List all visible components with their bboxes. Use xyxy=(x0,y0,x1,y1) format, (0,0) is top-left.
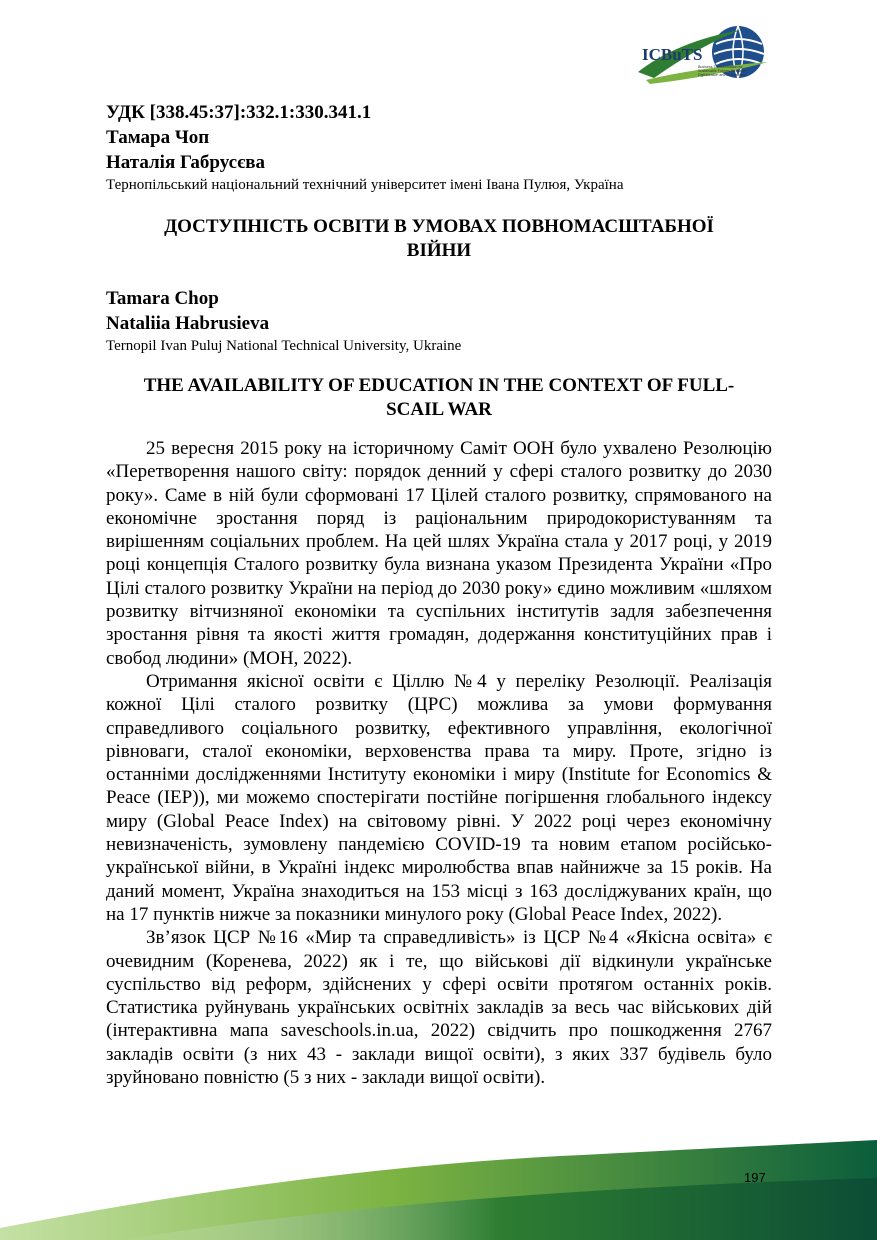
affiliation-uk: Тернопільський національний технічний університет імені Івана Пулюя, Україна xyxy=(106,177,624,193)
author-2: Наталія Габрусєва xyxy=(106,152,266,173)
header-en xyxy=(106,286,786,356)
paragraph-1: 25 вересня 2015 року на історичному Саміт ООН було ухвалено Резолюцію «Перетворення нашого світу: порядок денний у сфері сталого розвитку до 2030 року». Саме в ній були сформовані 17 Цілей сталого розвитку, спрямованого на економічне зростання поряд із раціональним природокористуванням та вирішенням соціальних проблем. На цей шлях Україна стала у 2017 році, у 2019 році концепція Сталого розвитку була визнана указом Президента України «Про Цілі сталого розвитку України на період до 2030 року» єдино можливим «шляхом розвитку вітчизняної економіки та суспільних інститутів задля забезпечення зростання рівня та якості життя громадян, додержання конституційних прав і свобод людини» (МОН, 2022). xyxy=(106,438,772,669)
title-uk xyxy=(106,215,772,263)
author-en-2: Nataliia Habrusieva xyxy=(106,313,270,334)
title-en-line-1: THE AVAILABILITY OF EDUCATION IN THE CONTEXT OF FULL- xyxy=(143,375,735,396)
paragraph-3: Зв’язок ЦСР №16 «Мир та справедливість» із ЦСР №4 «Якісна освіта» є очевидним (Коренева, 2022) як і те, що військові дії відкинули українське суспільство від реформ, здійснених у сфері освіти протягом останніх років. Статистика руйнувань українських освітніх закладів за весь час військових дій (інтерактивна мапа saveschools.in.ua, 2022) свідчить про пошкодження 2767 закладів освіти (з них 43 - заклади вищої освіти), з яких 337 будівель було зруйновано повністю (5 з них - заклади вищої освіти). xyxy=(106,927,772,1089)
title-uk-line-1: ДОСТУПНІСТЬ ОСВІТИ В УМОВАХ ПОВНОМАСШТАБНОЇ xyxy=(164,216,714,237)
author-en-1: Tamara Chop xyxy=(106,288,219,309)
title-en xyxy=(106,374,772,422)
conference-logo xyxy=(636,22,772,92)
logo-subtitle: Business Transformation for Sustainable Futures Research, Digitalization and Innovations xyxy=(698,65,748,77)
author-1: Тамара Чоп xyxy=(106,127,210,148)
paragraph-2: Отримання якісної освіти є Ціллю №4 у переліку Резолюції. Реалізація кожної Цілі сталого розвитку (ЦРС) можлива за умови формування справедливого соціального розвитку, ефективного управління, екологічної рівноваги, сталої економіки, верховенства права та миру. Проте, згідно із останніми дослідженнями Інституту економіки і миру (Institute for Economics & Peace (IEP)), ми можемо спостерігати постійне погіршення глобального індексу миру (Global Peace Index) на світовому рівні. У 2022 році через економічну невизначеність, зумовлену пандемією COVID-19 та новим етапом російсько-української війни, в Україні індекс миролюбства впав найнижче за 15 років. На даний момент, Україна знаходиться на 153 місці з 163 досліджуваних країн, що на 17 пунктів нижче за показники минулого року (Global Peace Index, 2022). xyxy=(106,670,772,925)
affiliation-en: Ternopil Ivan Puluj National Technical University, Ukraine xyxy=(106,338,462,354)
article-body xyxy=(106,437,772,1089)
logo-text: ICBuTS xyxy=(642,45,703,64)
page-number: 197 xyxy=(744,1170,766,1185)
udk-code: УДК [338.45:37]:332.1:330.341.1 xyxy=(106,102,372,123)
title-en-line-2: SCAIL WAR xyxy=(386,399,492,420)
header-uk xyxy=(106,100,786,195)
title-uk-line-2: ВІЙНИ xyxy=(406,240,472,261)
